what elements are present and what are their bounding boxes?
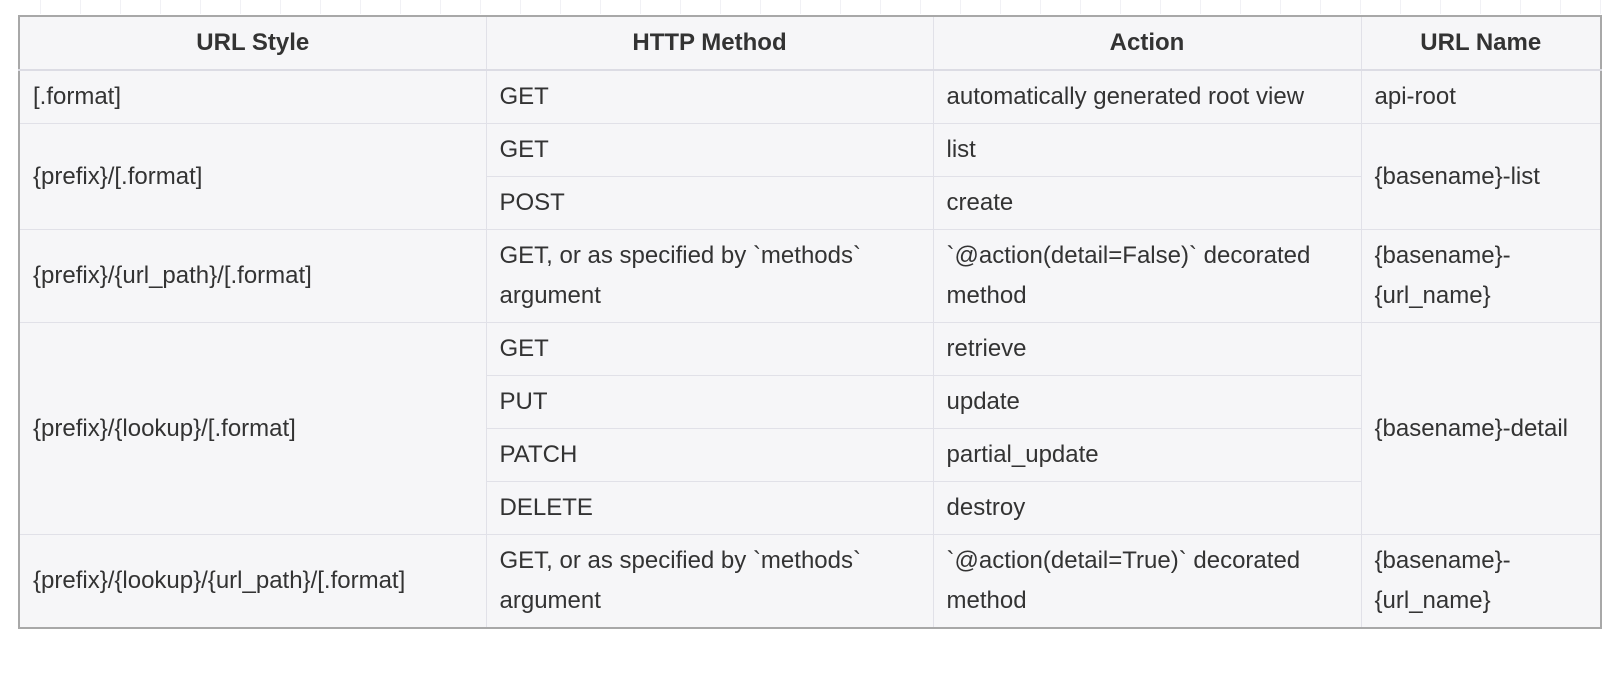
http-method-cell: GET, or as specified by `methods` argument	[486, 535, 933, 629]
url-name-cell: {basename}-detail	[1361, 323, 1601, 535]
action-cell: automatically generated root view	[933, 70, 1361, 124]
table-row	[19, 70, 1601, 124]
url-name-cell: api-root	[1361, 70, 1601, 124]
column-header-url-name: URL Name	[1361, 16, 1601, 70]
router-url-table	[18, 15, 1602, 629]
action-cell: retrieve	[933, 323, 1361, 376]
action-cell: list	[933, 124, 1361, 177]
table-row	[19, 124, 1601, 177]
http-method-cell: GET, or as specified by `methods` argument	[486, 230, 933, 323]
url-name-cell: {basename}-list	[1361, 124, 1601, 230]
column-header-url-style: URL Style	[19, 16, 486, 70]
table-row	[19, 323, 1601, 376]
http-method-cell: GET	[486, 323, 933, 376]
url-style-cell: {prefix}/{lookup}/[.format]	[19, 323, 486, 535]
http-method-cell: GET	[486, 124, 933, 177]
column-header-action: Action	[933, 16, 1361, 70]
top-ruler-lines	[0, 0, 1618, 14]
action-cell: create	[933, 177, 1361, 230]
url-name-cell: {basename}-{url_name}	[1361, 535, 1601, 629]
column-header-http-method: HTTP Method	[486, 16, 933, 70]
url-style-cell: {prefix}/[.format]	[19, 124, 486, 230]
http-method-cell: POST	[486, 177, 933, 230]
http-method-cell: PATCH	[486, 429, 933, 482]
table-row	[19, 230, 1601, 323]
url-name-cell: {basename}-{url_name}	[1361, 230, 1601, 323]
header-row	[19, 16, 1601, 70]
action-cell: update	[933, 376, 1361, 429]
url-style-cell: {prefix}/{url_path}/[.format]	[19, 230, 486, 323]
url-style-cell: [.format]	[19, 70, 486, 124]
url-style-cell: {prefix}/{lookup}/{url_path}/[.format]	[19, 535, 486, 629]
http-method-cell: PUT	[486, 376, 933, 429]
http-method-cell: GET	[486, 70, 933, 124]
action-cell: `@action(detail=True)` decorated method	[933, 535, 1361, 629]
action-cell: destroy	[933, 482, 1361, 535]
action-cell: `@action(detail=False)` decorated method	[933, 230, 1361, 323]
http-method-cell: DELETE	[486, 482, 933, 535]
action-cell: partial_update	[933, 429, 1361, 482]
table-row	[19, 535, 1601, 629]
